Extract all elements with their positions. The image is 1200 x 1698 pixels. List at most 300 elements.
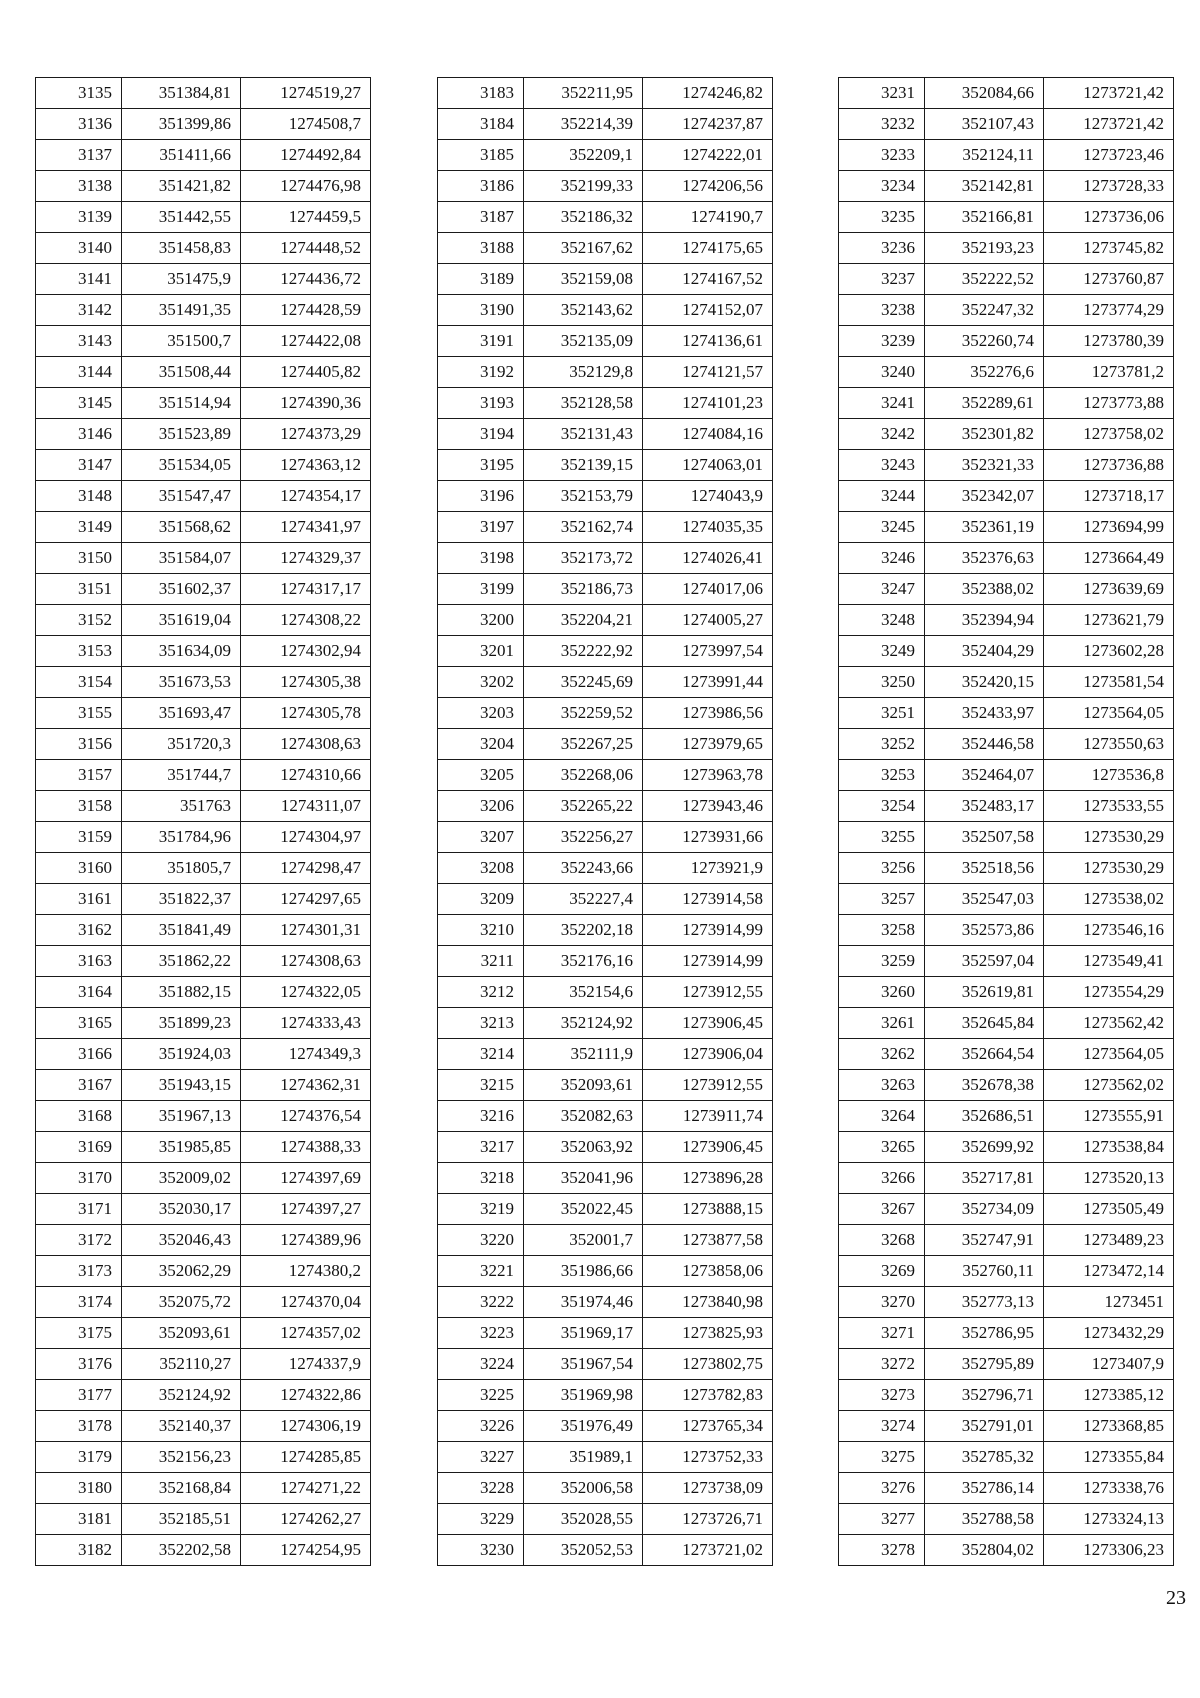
table-row (438, 1039, 773, 1070)
y-coordinate-cell: 1273536,8 (1044, 760, 1174, 791)
x-coordinate-cell: 352129,8 (524, 357, 643, 388)
x-coordinate-cell: 352209,1 (524, 140, 643, 171)
table-row (36, 1442, 371, 1473)
x-coordinate-cell: 352507,58 (925, 822, 1044, 853)
x-coordinate-cell: 352276,6 (925, 357, 1044, 388)
x-coordinate-cell: 351967,13 (122, 1101, 241, 1132)
x-coordinate-cell: 352140,37 (122, 1411, 241, 1442)
x-coordinate-cell: 352202,18 (524, 915, 643, 946)
table-row (839, 202, 1174, 233)
point-number-cell: 3187 (438, 202, 524, 233)
x-coordinate-cell: 352260,74 (925, 326, 1044, 357)
point-number-cell: 3221 (438, 1256, 524, 1287)
y-coordinate-cell: 1274341,97 (241, 512, 371, 543)
table-row (36, 605, 371, 636)
y-coordinate-cell: 1274084,16 (643, 419, 773, 450)
x-coordinate-cell: 351985,85 (122, 1132, 241, 1163)
point-number-cell: 3256 (839, 853, 925, 884)
table-row (36, 1163, 371, 1194)
y-coordinate-cell: 1273533,55 (1044, 791, 1174, 822)
x-coordinate-cell: 351523,89 (122, 419, 241, 450)
point-number-cell: 3175 (36, 1318, 122, 1349)
x-coordinate-cell: 352124,92 (524, 1008, 643, 1039)
table-row (36, 729, 371, 760)
table-row (36, 791, 371, 822)
table-row (839, 1132, 1174, 1163)
y-coordinate-cell: 1273324,13 (1044, 1504, 1174, 1535)
x-coordinate-cell: 352176,16 (524, 946, 643, 977)
point-number-cell: 3228 (438, 1473, 524, 1504)
y-coordinate-cell: 1274305,78 (241, 698, 371, 729)
table-row (36, 853, 371, 884)
point-number-cell: 3179 (36, 1442, 122, 1473)
table-row (36, 1070, 371, 1101)
y-coordinate-cell: 1273906,45 (643, 1132, 773, 1163)
point-number-cell: 3189 (438, 264, 524, 295)
y-coordinate-cell: 1274370,04 (241, 1287, 371, 1318)
point-number-cell: 3164 (36, 977, 122, 1008)
y-coordinate-cell: 1273858,06 (643, 1256, 773, 1287)
point-number-cell: 3208 (438, 853, 524, 884)
y-coordinate-cell: 1273912,55 (643, 977, 773, 1008)
y-coordinate-cell: 1274167,52 (643, 264, 773, 295)
point-number-cell: 3145 (36, 388, 122, 419)
x-coordinate-cell: 351491,35 (122, 295, 241, 326)
table-row (438, 1008, 773, 1039)
point-number-cell: 3266 (839, 1163, 925, 1194)
table-row (839, 1070, 1174, 1101)
point-number-cell: 3195 (438, 450, 524, 481)
point-number-cell: 3203 (438, 698, 524, 729)
y-coordinate-cell: 1274026,41 (643, 543, 773, 574)
y-coordinate-cell: 1273736,06 (1044, 202, 1174, 233)
x-coordinate-cell: 352247,32 (925, 295, 1044, 326)
point-number-cell: 3262 (839, 1039, 925, 1070)
y-coordinate-cell: 1273997,54 (643, 636, 773, 667)
y-coordinate-cell: 1273549,41 (1044, 946, 1174, 977)
y-coordinate-cell: 1274308,63 (241, 946, 371, 977)
x-coordinate-cell: 352154,6 (524, 977, 643, 1008)
y-coordinate-cell: 1274459,5 (241, 202, 371, 233)
table-row (438, 264, 773, 295)
y-coordinate-cell: 1273505,49 (1044, 1194, 1174, 1225)
table-row (438, 1256, 773, 1287)
table-row (839, 109, 1174, 140)
table-row (36, 1008, 371, 1039)
x-coordinate-cell: 352267,25 (524, 729, 643, 760)
x-coordinate-cell: 352686,51 (925, 1101, 1044, 1132)
y-coordinate-cell: 1273781,2 (1044, 357, 1174, 388)
table-row (839, 512, 1174, 543)
y-coordinate-cell: 1273840,98 (643, 1287, 773, 1318)
point-number-cell: 3181 (36, 1504, 122, 1535)
x-coordinate-cell: 352162,74 (524, 512, 643, 543)
table-row (438, 605, 773, 636)
y-coordinate-cell: 1273979,65 (643, 729, 773, 760)
x-coordinate-cell: 351508,44 (122, 357, 241, 388)
y-coordinate-cell: 1273451 (1044, 1287, 1174, 1318)
y-coordinate-cell: 1274297,65 (241, 884, 371, 915)
table-row (36, 915, 371, 946)
x-coordinate-cell: 352795,89 (925, 1349, 1044, 1380)
point-number-cell: 3185 (438, 140, 524, 171)
x-coordinate-cell: 352483,17 (925, 791, 1044, 822)
x-coordinate-cell: 352110,27 (122, 1349, 241, 1380)
x-coordinate-cell: 352518,56 (925, 853, 1044, 884)
y-coordinate-cell: 1274308,22 (241, 605, 371, 636)
point-number-cell: 3169 (36, 1132, 122, 1163)
x-coordinate-cell: 352052,53 (524, 1535, 643, 1566)
y-coordinate-cell: 1274035,35 (643, 512, 773, 543)
x-coordinate-cell: 352597,04 (925, 946, 1044, 977)
y-coordinate-cell: 1273489,23 (1044, 1225, 1174, 1256)
point-number-cell: 3225 (438, 1380, 524, 1411)
table-row (36, 1349, 371, 1380)
table-row (36, 419, 371, 450)
x-coordinate-cell: 352128,58 (524, 388, 643, 419)
point-number-cell: 3232 (839, 109, 925, 140)
y-coordinate-cell: 1273306,23 (1044, 1535, 1174, 1566)
x-coordinate-cell: 351693,47 (122, 698, 241, 729)
x-coordinate-cell: 352796,71 (925, 1380, 1044, 1411)
point-number-cell: 3178 (36, 1411, 122, 1442)
y-coordinate-cell: 1274388,33 (241, 1132, 371, 1163)
table-row (839, 1473, 1174, 1504)
y-coordinate-cell: 1274101,23 (643, 388, 773, 419)
point-number-cell: 3147 (36, 450, 122, 481)
table-row (438, 760, 773, 791)
point-number-cell: 3200 (438, 605, 524, 636)
x-coordinate-cell: 352062,29 (122, 1256, 241, 1287)
table-row (839, 543, 1174, 574)
point-number-cell: 3170 (36, 1163, 122, 1194)
table-row (36, 543, 371, 574)
table-row (36, 1039, 371, 1070)
point-number-cell: 3260 (839, 977, 925, 1008)
x-coordinate-cell: 352063,92 (524, 1132, 643, 1163)
table-row (839, 667, 1174, 698)
table-row (839, 1194, 1174, 1225)
table-row (839, 233, 1174, 264)
point-number-cell: 3211 (438, 946, 524, 977)
point-number-cell: 3190 (438, 295, 524, 326)
table-row (438, 388, 773, 419)
page-number: 23 (1166, 1587, 1186, 1609)
table-row (839, 326, 1174, 357)
x-coordinate-cell: 352131,43 (524, 419, 643, 450)
y-coordinate-cell: 1273760,87 (1044, 264, 1174, 295)
y-coordinate-cell: 1274043,9 (643, 481, 773, 512)
point-number-cell: 3226 (438, 1411, 524, 1442)
y-coordinate-cell: 1274305,38 (241, 667, 371, 698)
x-coordinate-cell: 351584,07 (122, 543, 241, 574)
y-coordinate-cell: 1273355,84 (1044, 1442, 1174, 1473)
table-row (36, 667, 371, 698)
point-number-cell: 3135 (36, 78, 122, 109)
point-number-cell: 3155 (36, 698, 122, 729)
table-row (36, 760, 371, 791)
point-number-cell: 3204 (438, 729, 524, 760)
x-coordinate-cell: 352111,9 (524, 1039, 643, 1070)
x-coordinate-cell: 352093,61 (122, 1318, 241, 1349)
point-number-cell: 3188 (438, 233, 524, 264)
point-number-cell: 3151 (36, 574, 122, 605)
x-coordinate-cell: 352185,51 (122, 1504, 241, 1535)
x-coordinate-cell: 351989,1 (524, 1442, 643, 1473)
table-row (839, 1535, 1174, 1566)
y-coordinate-cell: 1274476,98 (241, 171, 371, 202)
table-row (438, 1287, 773, 1318)
y-coordinate-cell: 1273639,69 (1044, 574, 1174, 605)
table-row (36, 1411, 371, 1442)
table-row (438, 481, 773, 512)
y-coordinate-cell: 1273802,75 (643, 1349, 773, 1380)
x-coordinate-cell: 352193,23 (925, 233, 1044, 264)
y-coordinate-cell: 1274136,61 (643, 326, 773, 357)
table-row (839, 78, 1174, 109)
y-coordinate-cell: 1273550,63 (1044, 729, 1174, 760)
y-coordinate-cell: 1273538,84 (1044, 1132, 1174, 1163)
x-coordinate-cell: 352289,61 (925, 388, 1044, 419)
point-number-cell: 3156 (36, 729, 122, 760)
table-row (36, 574, 371, 605)
x-coordinate-cell: 351822,37 (122, 884, 241, 915)
x-coordinate-cell: 352186,73 (524, 574, 643, 605)
x-coordinate-cell: 352645,84 (925, 1008, 1044, 1039)
x-coordinate-cell: 352664,54 (925, 1039, 1044, 1070)
table-row (36, 78, 371, 109)
point-number-cell: 3216 (438, 1101, 524, 1132)
point-number-cell: 3239 (839, 326, 925, 357)
point-number-cell: 3273 (839, 1380, 925, 1411)
table-row (438, 543, 773, 574)
point-number-cell: 3241 (839, 388, 925, 419)
table-row (36, 884, 371, 915)
x-coordinate-cell: 352420,15 (925, 667, 1044, 698)
point-number-cell: 3138 (36, 171, 122, 202)
y-coordinate-cell: 1273564,05 (1044, 1039, 1174, 1070)
point-number-cell: 3252 (839, 729, 925, 760)
y-coordinate-cell: 1274190,7 (643, 202, 773, 233)
y-coordinate-cell: 1274362,31 (241, 1070, 371, 1101)
table-row (438, 977, 773, 1008)
x-coordinate-cell: 352788,58 (925, 1504, 1044, 1535)
table-row (438, 233, 773, 264)
point-number-cell: 3166 (36, 1039, 122, 1070)
table-row (839, 481, 1174, 512)
y-coordinate-cell: 1273765,34 (643, 1411, 773, 1442)
point-number-cell: 3154 (36, 667, 122, 698)
x-coordinate-cell: 352699,92 (925, 1132, 1044, 1163)
table-row (438, 946, 773, 977)
point-number-cell: 3248 (839, 605, 925, 636)
point-number-cell: 3165 (36, 1008, 122, 1039)
table-row (839, 915, 1174, 946)
table-row (839, 1039, 1174, 1070)
x-coordinate-cell: 352786,95 (925, 1318, 1044, 1349)
x-coordinate-cell: 352009,02 (122, 1163, 241, 1194)
x-coordinate-cell: 352342,07 (925, 481, 1044, 512)
point-number-cell: 3222 (438, 1287, 524, 1318)
x-coordinate-cell: 352139,15 (524, 450, 643, 481)
point-number-cell: 3186 (438, 171, 524, 202)
x-coordinate-cell: 352084,66 (925, 78, 1044, 109)
y-coordinate-cell: 1273736,88 (1044, 450, 1174, 481)
point-number-cell: 3272 (839, 1349, 925, 1380)
table-row (36, 1256, 371, 1287)
point-number-cell: 3217 (438, 1132, 524, 1163)
x-coordinate-cell: 352028,55 (524, 1504, 643, 1535)
point-number-cell: 3251 (839, 698, 925, 729)
y-coordinate-cell: 1273825,93 (643, 1318, 773, 1349)
y-coordinate-cell: 1273911,74 (643, 1101, 773, 1132)
table-row (36, 295, 371, 326)
table-row (36, 357, 371, 388)
point-number-cell: 3201 (438, 636, 524, 667)
y-coordinate-cell: 1273758,02 (1044, 419, 1174, 450)
x-coordinate-cell: 352361,19 (925, 512, 1044, 543)
y-coordinate-cell: 1274333,43 (241, 1008, 371, 1039)
y-coordinate-cell: 1273914,58 (643, 884, 773, 915)
point-number-cell: 3206 (438, 791, 524, 822)
table-row (438, 636, 773, 667)
y-coordinate-cell: 1274322,05 (241, 977, 371, 1008)
x-coordinate-cell: 352156,23 (122, 1442, 241, 1473)
x-coordinate-cell: 351514,94 (122, 388, 241, 419)
point-number-cell: 3234 (839, 171, 925, 202)
table-row (438, 791, 773, 822)
table-row (839, 636, 1174, 667)
x-coordinate-cell: 352222,92 (524, 636, 643, 667)
point-number-cell: 3275 (839, 1442, 925, 1473)
y-coordinate-cell: 1274121,57 (643, 357, 773, 388)
point-number-cell: 3264 (839, 1101, 925, 1132)
table-row (839, 1504, 1174, 1535)
table-row (839, 1349, 1174, 1380)
point-number-cell: 3214 (438, 1039, 524, 1070)
y-coordinate-cell: 1274308,63 (241, 729, 371, 760)
x-coordinate-cell: 352159,08 (524, 264, 643, 295)
y-coordinate-cell: 1274206,56 (643, 171, 773, 202)
table-row (36, 822, 371, 853)
table-row (36, 1380, 371, 1411)
x-coordinate-cell: 352791,01 (925, 1411, 1044, 1442)
x-coordinate-cell: 351805,7 (122, 853, 241, 884)
y-coordinate-cell: 1274304,97 (241, 822, 371, 853)
table-row (36, 946, 371, 977)
point-number-cell: 3219 (438, 1194, 524, 1225)
y-coordinate-cell: 1273782,83 (643, 1380, 773, 1411)
x-coordinate-cell: 352001,7 (524, 1225, 643, 1256)
y-coordinate-cell: 1274298,47 (241, 853, 371, 884)
x-coordinate-cell: 351619,04 (122, 605, 241, 636)
x-coordinate-cell: 351720,3 (122, 729, 241, 760)
x-coordinate-cell: 352075,72 (122, 1287, 241, 1318)
table-row (839, 946, 1174, 977)
y-coordinate-cell: 1273728,33 (1044, 171, 1174, 202)
y-coordinate-cell: 1274322,86 (241, 1380, 371, 1411)
x-coordinate-cell: 352265,22 (524, 791, 643, 822)
x-coordinate-cell: 352717,81 (925, 1163, 1044, 1194)
x-coordinate-cell: 352167,62 (524, 233, 643, 264)
point-number-cell: 3207 (438, 822, 524, 853)
table-row (36, 202, 371, 233)
point-number-cell: 3140 (36, 233, 122, 264)
x-coordinate-cell: 352153,79 (524, 481, 643, 512)
y-coordinate-cell: 1274317,17 (241, 574, 371, 605)
y-coordinate-cell: 1273906,45 (643, 1008, 773, 1039)
y-coordinate-cell: 1273718,17 (1044, 481, 1174, 512)
table-row (438, 295, 773, 326)
y-coordinate-cell: 1273912,55 (643, 1070, 773, 1101)
table-row (36, 1194, 371, 1225)
table-row (36, 264, 371, 295)
y-coordinate-cell: 1274175,65 (643, 233, 773, 264)
x-coordinate-cell: 352143,62 (524, 295, 643, 326)
table-row (839, 1163, 1174, 1194)
point-number-cell: 3160 (36, 853, 122, 884)
table-row (438, 512, 773, 543)
y-coordinate-cell: 1273721,02 (643, 1535, 773, 1566)
point-number-cell: 3171 (36, 1194, 122, 1225)
y-coordinate-cell: 1274254,95 (241, 1535, 371, 1566)
point-number-cell: 3236 (839, 233, 925, 264)
table-row (36, 1101, 371, 1132)
y-coordinate-cell: 1274376,54 (241, 1101, 371, 1132)
point-number-cell: 3278 (839, 1535, 925, 1566)
x-coordinate-cell: 351399,86 (122, 109, 241, 140)
x-coordinate-cell: 352124,11 (925, 140, 1044, 171)
table-row (36, 977, 371, 1008)
y-coordinate-cell: 1273721,42 (1044, 78, 1174, 109)
y-coordinate-cell: 1274354,17 (241, 481, 371, 512)
point-number-cell: 3172 (36, 1225, 122, 1256)
table-row (438, 853, 773, 884)
point-number-cell: 3159 (36, 822, 122, 853)
table-row (839, 295, 1174, 326)
point-number-cell: 3240 (839, 357, 925, 388)
x-coordinate-cell: 351673,53 (122, 667, 241, 698)
y-coordinate-cell: 1273888,15 (643, 1194, 773, 1225)
table-row (839, 729, 1174, 760)
x-coordinate-cell: 352433,97 (925, 698, 1044, 729)
y-coordinate-cell: 1274301,31 (241, 915, 371, 946)
point-number-cell: 3137 (36, 140, 122, 171)
y-coordinate-cell: 1273520,13 (1044, 1163, 1174, 1194)
y-coordinate-cell: 1273726,71 (643, 1504, 773, 1535)
y-coordinate-cell: 1274237,87 (643, 109, 773, 140)
x-coordinate-cell: 352388,02 (925, 574, 1044, 605)
x-coordinate-cell: 352256,27 (524, 822, 643, 853)
point-number-cell: 3150 (36, 543, 122, 574)
x-coordinate-cell: 352404,29 (925, 636, 1044, 667)
x-coordinate-cell: 351411,66 (122, 140, 241, 171)
x-coordinate-cell: 352046,43 (122, 1225, 241, 1256)
y-coordinate-cell: 1274302,94 (241, 636, 371, 667)
point-number-cell: 3231 (839, 78, 925, 109)
x-coordinate-cell: 352464,07 (925, 760, 1044, 791)
y-coordinate-cell: 1274285,85 (241, 1442, 371, 1473)
x-coordinate-cell: 351442,55 (122, 202, 241, 233)
table-row (36, 388, 371, 419)
point-number-cell: 3199 (438, 574, 524, 605)
table-row (839, 140, 1174, 171)
x-coordinate-cell: 351943,15 (122, 1070, 241, 1101)
table-row (36, 233, 371, 264)
x-coordinate-cell: 352301,82 (925, 419, 1044, 450)
table-row (438, 1225, 773, 1256)
table-row (839, 357, 1174, 388)
